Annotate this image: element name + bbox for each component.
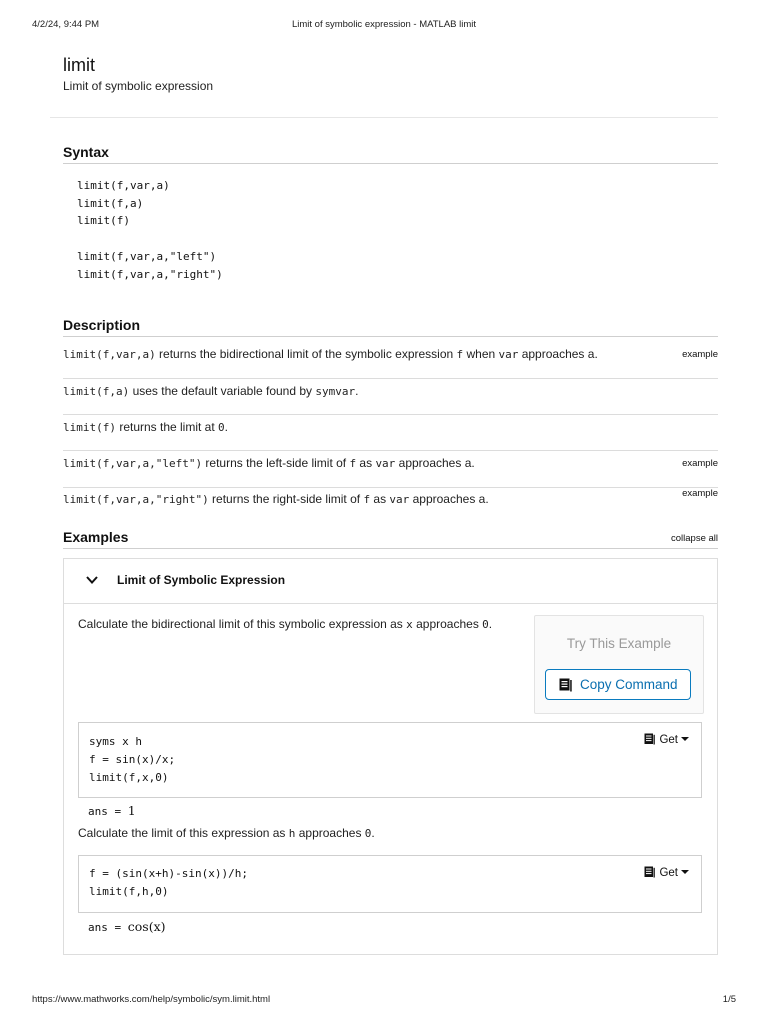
example-panel-header[interactable] bbox=[64, 559, 717, 604]
intro-code: 0 bbox=[482, 618, 489, 631]
caret-down-icon bbox=[681, 870, 689, 874]
get-button[interactable] bbox=[644, 733, 689, 746]
desc-code[interactable]: limit(f,var,a,"left") bbox=[63, 457, 203, 470]
desc-text: returns the bidirectional limit of the symbolic expression bbox=[155, 347, 457, 361]
answer-prefix: ans = bbox=[88, 805, 128, 818]
desc-text: when bbox=[463, 347, 499, 361]
desc-text: . bbox=[485, 492, 489, 506]
desc-code: var bbox=[375, 457, 396, 470]
syntax-group-2 bbox=[77, 248, 223, 283]
desc-text: uses the default variable found by bbox=[129, 384, 316, 398]
document-icon bbox=[644, 733, 655, 745]
title-divider bbox=[50, 117, 718, 118]
desc-text: . bbox=[355, 384, 359, 398]
desc-text: as bbox=[370, 492, 390, 506]
syntax-line: limit(f,var,a) bbox=[77, 179, 170, 192]
desc-text: as bbox=[356, 456, 376, 470]
desc-code: f bbox=[349, 457, 357, 470]
try-this-example-button[interactable]: Try This Example bbox=[566, 636, 672, 651]
code-block-text: f = (sin(x+h)-sin(x))/h; limit(f,h,0) bbox=[89, 867, 248, 898]
example-link[interactable]: example bbox=[682, 458, 718, 469]
desc-text: a bbox=[587, 347, 595, 361]
get-label: Get bbox=[659, 734, 678, 746]
description-row-3 bbox=[63, 420, 718, 434]
intro-code: h bbox=[288, 827, 296, 840]
example-intro-2 bbox=[78, 826, 375, 840]
print-page-title: Limit of symbolic expression - MATLAB limit bbox=[291, 19, 477, 30]
syntax-line: limit(f,var,a,"right") bbox=[77, 267, 223, 281]
desc-text: returns the limit at bbox=[115, 420, 219, 434]
desc-code: 0 bbox=[218, 421, 225, 434]
desc-code: f bbox=[363, 493, 371, 506]
get-button[interactable] bbox=[644, 866, 689, 879]
intro-text: Calculate the limit of this expression as bbox=[78, 826, 289, 840]
example-link[interactable]: example bbox=[682, 349, 718, 360]
intro-code: x bbox=[406, 618, 413, 631]
desc-text: returns the right-side limit of bbox=[208, 492, 364, 506]
desc-code: limit(f,a) bbox=[63, 385, 130, 398]
desc-text: a bbox=[464, 456, 472, 470]
answer-prefix: ans = bbox=[88, 921, 128, 934]
desc-code: var bbox=[389, 493, 410, 506]
syntax-line: limit(f) bbox=[77, 214, 130, 227]
desc-code[interactable]: limit(f,var,a) bbox=[63, 348, 156, 361]
desc-text: . bbox=[224, 420, 228, 434]
desc-code: limit(f) bbox=[63, 421, 116, 434]
description-divider bbox=[63, 450, 718, 451]
desc-text: approaches bbox=[518, 347, 588, 361]
chevron-down-icon[interactable] bbox=[86, 574, 98, 586]
intro-text: . bbox=[488, 617, 493, 631]
desc-text: approaches bbox=[409, 492, 479, 506]
example-panel bbox=[63, 558, 718, 955]
intro-text: approaches bbox=[295, 826, 365, 840]
desc-code[interactable]: symvar bbox=[315, 385, 356, 398]
example-title[interactable]: Limit of Symbolic Expression bbox=[117, 573, 286, 587]
copy-command-button[interactable] bbox=[545, 669, 691, 700]
desc-text: approaches bbox=[395, 456, 465, 470]
description-row-1 bbox=[63, 347, 718, 361]
description-heading: Description bbox=[63, 317, 718, 337]
answer-1 bbox=[88, 803, 136, 818]
print-datetime: 4/2/24, 9:44 PM bbox=[32, 19, 100, 30]
page-subtitle: Limit of symbolic expression bbox=[63, 79, 214, 93]
intro-text: Calculate the bidirectional limit of this symbolic expression as bbox=[78, 617, 407, 631]
description-row-2 bbox=[63, 384, 718, 398]
intro-text: approaches bbox=[412, 617, 483, 631]
syntax-heading: Syntax bbox=[63, 144, 718, 164]
example-intro bbox=[78, 617, 492, 631]
intro-code: 0 bbox=[364, 827, 372, 840]
description-row-4 bbox=[63, 456, 718, 470]
code-block-2 bbox=[78, 855, 702, 913]
collapse-all-link[interactable]: collapse all bbox=[671, 533, 718, 544]
examples-heading: Examples bbox=[63, 529, 718, 549]
example-link[interactable]: example bbox=[682, 488, 718, 499]
description-divider bbox=[63, 487, 718, 488]
desc-text: a bbox=[478, 492, 486, 506]
description-divider bbox=[63, 414, 718, 415]
syntax-line: limit(f,var,a,"left") bbox=[77, 250, 217, 263]
intro-text: . bbox=[371, 826, 375, 840]
answer-2 bbox=[88, 919, 166, 934]
syntax-line: limit(f,a) bbox=[77, 196, 144, 210]
print-url: https://www.mathworks.com/help/symbolic/sym.limit.html bbox=[32, 994, 271, 1005]
desc-text: . bbox=[594, 347, 598, 361]
code-block-text: syms x h f = sin(x)/x; limit(f,x,0) bbox=[89, 735, 176, 784]
get-label: Get bbox=[659, 867, 678, 879]
copy-command-label: Copy Command bbox=[580, 677, 678, 692]
desc-code[interactable]: limit(f,var,a,"right") bbox=[63, 493, 209, 506]
print-page-number: 1/5 bbox=[722, 994, 736, 1005]
copy-document-icon bbox=[559, 678, 572, 692]
desc-text: . bbox=[471, 456, 475, 470]
desc-code: f bbox=[456, 348, 464, 361]
syntax-group-1 bbox=[77, 177, 170, 230]
description-row-5 bbox=[63, 492, 718, 506]
caret-down-icon bbox=[681, 737, 689, 741]
try-example-box bbox=[534, 615, 704, 714]
description-divider bbox=[63, 378, 718, 379]
page-title: limit bbox=[63, 55, 95, 75]
code-block-1 bbox=[78, 722, 702, 798]
document-icon bbox=[644, 866, 655, 878]
answer-value: 1 bbox=[127, 803, 136, 818]
answer-value: cos(x) bbox=[127, 919, 166, 934]
desc-text: returns the left-side limit of bbox=[202, 456, 350, 470]
desc-code: var bbox=[498, 348, 519, 361]
